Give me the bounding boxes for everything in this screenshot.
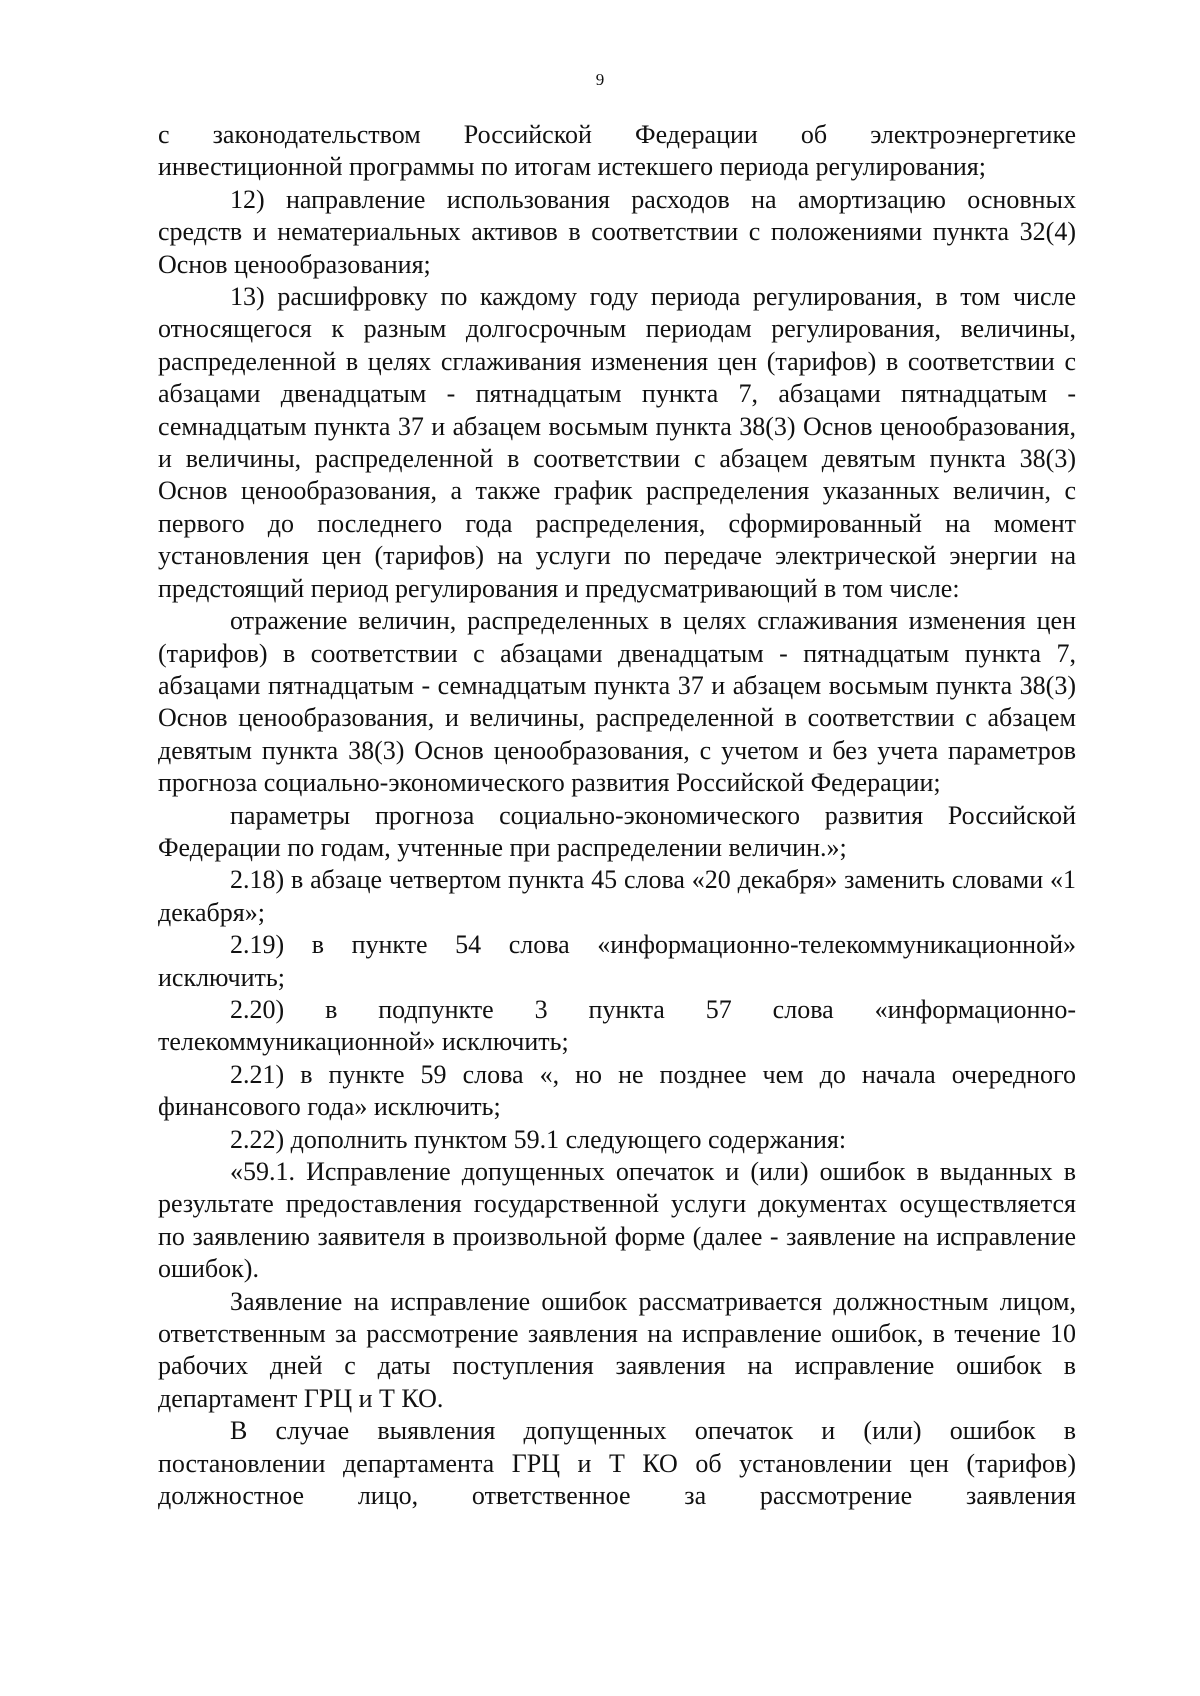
paragraph: отражение величин, распределенных в целях сглаживания изменения цен (тарифов) в соответствии с абзацами двенадцатым - пятнадцатым пункта 7, абзацами пятнадцатым - семнадцатым пункта 37 и абзацем восьмым пункта 38(3) Основ ценообразования, и величины, распределенной в соответствии с абзацем девятым пункта 38(3) Основ ценообразования, с учетом и без учета параметров прогноза социально-экономического развития Российской Федерации;	[158, 606, 1076, 798]
paragraph: 2.20) в подпункте 3 пункта 57 слова «информационно-телекоммуникационной» исключить;	[158, 994, 1076, 1057]
paragraph: параметры прогноза социально-экономического развития Российской Федерации по годам, учтенные при распределении величин.»;	[158, 800, 1076, 862]
paragraph: 13) расшифровку по каждому году периода регулирования, в том числе относящегося к разным долгосрочным периодам регулирования, величины, распределенной в целях сглаживания изменения цен (тарифов) в соответствии с абзацами двенадцатым - пятнадцатым пункта 7, абзацами пятнадцатым - семнадцатым пункта 37 и абзацем восьмым пункта 38(3) Основ ценообразования, и величины, распределенной в соответствии с абзацем девятым пункта 38(3) Основ ценообразования, а также график распределения указанных величин, с первого до последнего года распределения, сформированный на момент установления цен (тарифов) на услуги по передаче электрической энергии на предстоящий период регулирования и предусматривающий в том числе:	[158, 282, 1076, 603]
paragraph: 2.19) в пункте 54 слова «информационно-телекоммуникационной» исключить;	[158, 930, 1076, 992]
paragraph: с законодательством Российской Федерации об электроэнергетике инвестиционной программы по итогам истекшего периода регулирования;	[158, 120, 1076, 182]
paragraph: 12) направление использования расходов на амортизацию основных средств и нематериальных активов в соответствии с положениями пункта 32(4) Основ ценообразования;	[158, 184, 1076, 279]
paragraph: В случае выявления допущенных опечаток и (или) ошибок в постановлении департамента ГРЦ и Т КО об установлении цен (тарифов) должностное лицо, ответственное за рассмотрение заявления	[158, 1416, 1076, 1511]
paragraph: 2.21) в пункте 59 слова «, но не позднее чем до начала очередного финансового года» исключить;	[158, 1059, 1076, 1122]
page-number: 9	[595, 70, 605, 89]
document-body	[158, 119, 1076, 1512]
paragraph: 2.22) дополнить пунктом 59.1 следующего содержания:	[230, 1124, 847, 1154]
paragraph: Заявление на исправление ошибок рассматривается должностным лицом, ответственным за рассмотрение заявления на исправление ошибок, в течение 10 рабочих дней с даты поступления заявления на исправление ошибок в департамент ГРЦ и Т КО.	[158, 1286, 1076, 1413]
paragraph: «59.1. Исправление допущенных опечаток и (или) ошибок в выданных в результате предоставления государственной услуги документах осуществляется по заявлению заявителя в произвольной форме (далее - заявление на исправление ошибок).	[158, 1157, 1076, 1284]
paragraph: 2.18) в абзаце четвертом пункта 45 слова «20 декабря» заменить словами «1 декабря»;	[158, 865, 1076, 927]
